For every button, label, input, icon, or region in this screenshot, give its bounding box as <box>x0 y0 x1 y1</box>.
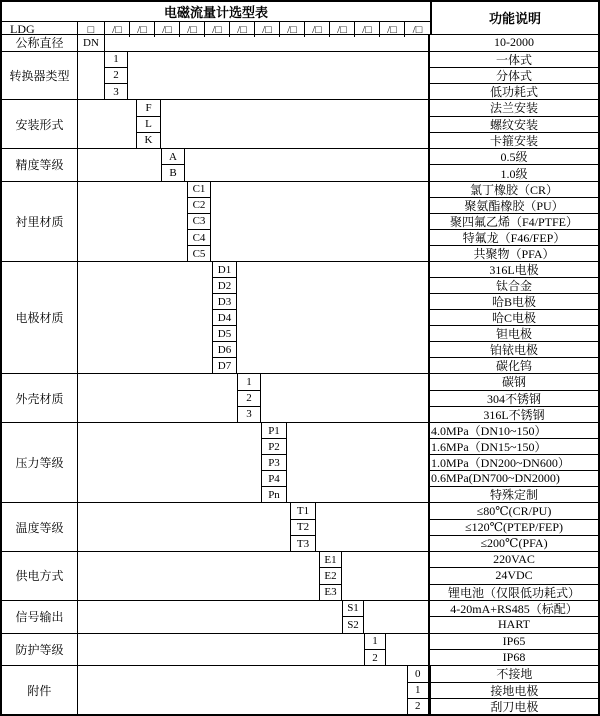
option-description: 螺纹安装 <box>430 117 598 133</box>
option-description: 聚四氟乙烯（F4/PTFE） <box>430 214 598 230</box>
group-label: 衬里材质 <box>2 182 78 261</box>
option-code: 3 <box>104 84 128 99</box>
option-code: E1 <box>319 552 342 568</box>
spec-group <box>2 502 598 551</box>
spec-group <box>2 99 598 148</box>
option-description: HART <box>498 617 530 632</box>
band-filler <box>211 182 428 261</box>
code-slot-cell: /□ <box>255 22 280 37</box>
code-slot-cell: /□ <box>130 22 155 37</box>
band-filler <box>287 423 428 502</box>
option-description: 0.6MPa(DN700~DN2000) <box>430 471 598 487</box>
option-code: 2 <box>104 68 128 84</box>
code-slot-cell: /□ <box>305 22 330 37</box>
group-label: 外壳材质 <box>2 374 78 422</box>
staircase-indent <box>78 552 319 600</box>
header-left <box>2 2 430 34</box>
function-column <box>428 100 598 148</box>
option-description: 法兰安装 <box>430 100 598 116</box>
option-description: 卡箍安装 <box>489 133 538 148</box>
table-title: 电磁流量计选型表 <box>2 2 430 22</box>
spec-group <box>2 665 598 714</box>
option-code: 2 <box>407 699 429 714</box>
group-label: 压力等级 <box>2 423 78 502</box>
spec-group <box>2 34 598 51</box>
function-column <box>428 35 598 51</box>
code-box-cell: □ <box>78 22 105 37</box>
option-code: S1 <box>342 601 364 617</box>
function-column <box>428 552 598 600</box>
option-description: IP68 <box>502 650 526 665</box>
option-code: A <box>161 149 185 165</box>
group-label: 供电方式 <box>2 552 78 600</box>
option-description: 316L不锈钢 <box>483 407 545 422</box>
option-code: E3 <box>319 585 342 600</box>
staircase-indent <box>78 374 237 422</box>
staircase-indent <box>78 601 342 633</box>
option-description: 碳化钨 <box>495 359 532 374</box>
function-column-header: 功能说明 <box>430 2 598 34</box>
spec-group <box>2 600 598 633</box>
code-column <box>78 35 105 51</box>
code-column <box>187 182 211 261</box>
band-filler <box>386 634 428 666</box>
spec-group <box>2 633 598 666</box>
spec-group <box>2 551 598 600</box>
option-description: 碳钢 <box>430 374 598 390</box>
function-column <box>428 182 598 261</box>
option-code: 2 <box>364 650 386 665</box>
code-slot-cell: /□ <box>155 22 180 37</box>
table-header <box>2 2 598 34</box>
option-code: D7 <box>212 358 237 373</box>
code-slot-cell: /□ <box>412 23 423 36</box>
option-description: 1.0MPa（DN200~DN600） <box>430 455 598 471</box>
spec-group <box>2 148 598 181</box>
band-filler <box>185 149 428 181</box>
option-code: D1 <box>212 262 237 278</box>
option-description: 4.0MPa（DN10~150） <box>430 423 598 439</box>
option-code: C4 <box>187 230 211 246</box>
code-column <box>319 552 342 600</box>
staircase-indent <box>78 503 290 551</box>
spec-group <box>2 51 598 100</box>
code-column <box>161 149 185 181</box>
option-description: 刮刀电极 <box>490 699 539 714</box>
band-filler <box>316 503 428 551</box>
code-column <box>237 374 261 422</box>
option-code: T2 <box>290 520 316 536</box>
code-column <box>212 262 237 373</box>
option-description: 铂铱电极 <box>430 342 598 358</box>
model-prefix: LDG <box>2 22 78 37</box>
option-code: 1 <box>104 52 128 68</box>
option-description: ≤200℃(PFA) <box>480 536 548 551</box>
option-code: D5 <box>212 326 237 342</box>
code-slot-cell: /□ <box>180 22 205 37</box>
option-description: 4-20mA+RS485（标配） <box>430 601 598 617</box>
group-label: 转换器类型 <box>2 52 78 100</box>
function-column <box>428 262 598 373</box>
option-description: 24VDC <box>430 568 598 584</box>
option-code: C1 <box>187 182 211 198</box>
code-column <box>136 100 161 148</box>
code-slot-cell: /□ <box>230 22 255 37</box>
function-column <box>428 634 598 666</box>
code-slot-cell: /□ <box>205 22 230 37</box>
code-column <box>407 666 429 714</box>
option-description: 氯丁橡胶（CR） <box>430 182 598 198</box>
option-code: L <box>136 117 161 133</box>
code-slot-cell: /□ <box>355 22 380 37</box>
option-description: 钽电极 <box>430 326 598 342</box>
option-code: C2 <box>187 198 211 214</box>
option-description: 钛合金 <box>430 278 598 294</box>
option-description: 一体式 <box>430 52 598 68</box>
option-code: 3 <box>237 407 261 422</box>
band-filler <box>161 100 428 148</box>
option-description: 不接地 <box>431 666 598 682</box>
option-code: K <box>136 133 161 148</box>
staircase-indent <box>78 423 261 502</box>
staircase-indent <box>78 182 187 261</box>
option-code: Pn <box>261 487 287 502</box>
band-filler <box>237 262 428 373</box>
band-filler <box>128 52 428 100</box>
staircase-indent <box>78 149 161 181</box>
option-description: 316L电极 <box>430 262 598 278</box>
option-code: P3 <box>261 455 287 471</box>
option-code: P4 <box>261 471 287 487</box>
staircase-indent <box>78 52 104 100</box>
option-description: 304不锈钢 <box>430 391 598 407</box>
band-filler <box>261 374 428 422</box>
option-description: 特殊定制 <box>489 488 538 503</box>
band-filler <box>364 601 428 633</box>
code-column <box>290 503 316 551</box>
option-code: 1 <box>407 683 429 699</box>
staircase-indent <box>78 262 212 373</box>
option-code: D6 <box>212 342 237 358</box>
option-description: ≤120℃(PTEP/FEP) <box>430 520 598 536</box>
option-description: 聚氨酯橡胶（PU） <box>430 198 598 214</box>
code-slot-cell: /□ <box>280 22 305 37</box>
option-description: 220VAC <box>430 552 598 568</box>
option-description: 分体式 <box>430 68 598 84</box>
spec-group <box>2 422 598 502</box>
group-label: 附件 <box>2 666 78 714</box>
option-code: 2 <box>237 391 261 407</box>
option-code: B <box>161 165 185 180</box>
code-column <box>104 52 128 100</box>
code-slot-cell: /□ <box>380 22 405 37</box>
group-label: 温度等级 <box>2 503 78 551</box>
staircase-indent <box>78 634 364 666</box>
option-description: 锂电池（仅限低功耗式） <box>447 585 580 600</box>
group-label: 公称直径 <box>2 35 78 51</box>
option-description: 共聚物（PFA） <box>473 247 555 262</box>
option-description: 低功耗式 <box>489 85 538 100</box>
code-column <box>364 634 386 666</box>
group-label: 电极材质 <box>2 262 78 373</box>
band-filler <box>105 35 428 51</box>
code-column <box>342 601 364 633</box>
group-label: 防护等级 <box>2 634 78 666</box>
staircase-indent <box>78 100 136 148</box>
option-code: 1 <box>364 634 386 650</box>
band-filler <box>342 552 428 600</box>
function-column <box>428 374 598 422</box>
spec-group <box>2 181 598 261</box>
group-label: 安装形式 <box>2 100 78 148</box>
option-description: 哈C电极 <box>430 310 598 326</box>
option-code: S2 <box>342 617 364 632</box>
option-description: IP65 <box>430 634 598 650</box>
option-description: ≤80℃(CR/PU) <box>430 503 598 519</box>
option-code: T1 <box>290 503 316 519</box>
option-description: 接地电极 <box>431 683 598 699</box>
function-column <box>429 666 598 714</box>
option-description: 1.0级 <box>500 166 528 181</box>
option-description: 10-2000 <box>494 35 534 50</box>
option-description: 哈B电极 <box>430 294 598 310</box>
option-code: T3 <box>290 536 316 551</box>
option-code: P1 <box>261 423 287 439</box>
function-column <box>428 149 598 181</box>
function-column <box>428 601 598 633</box>
code-slot-cell: /□ <box>330 22 355 37</box>
option-description: 1.6MPa（DN15~150） <box>430 439 598 455</box>
option-code: C3 <box>187 214 211 230</box>
option-code: D4 <box>212 310 237 326</box>
spec-group <box>2 261 598 373</box>
option-code: 1 <box>237 374 261 390</box>
group-label: 信号输出 <box>2 601 78 633</box>
function-column <box>428 52 598 100</box>
option-code: D2 <box>212 278 237 294</box>
option-description: 特氟龙（F46/FEP） <box>430 230 598 246</box>
group-label: 精度等级 <box>2 149 78 181</box>
option-code: E2 <box>319 568 342 584</box>
option-code: F <box>136 100 161 116</box>
option-code: 0 <box>407 666 429 682</box>
option-code: C5 <box>187 246 211 261</box>
code-slot-cell: /□ <box>105 22 130 37</box>
option-description: 0.5级 <box>430 149 598 165</box>
function-column <box>428 503 598 551</box>
option-code: DN <box>78 35 105 51</box>
option-code: D3 <box>212 294 237 310</box>
function-column <box>428 423 598 502</box>
staircase-indent <box>78 666 407 714</box>
code-column <box>261 423 287 502</box>
spec-group <box>2 373 598 422</box>
option-code: P2 <box>261 439 287 455</box>
